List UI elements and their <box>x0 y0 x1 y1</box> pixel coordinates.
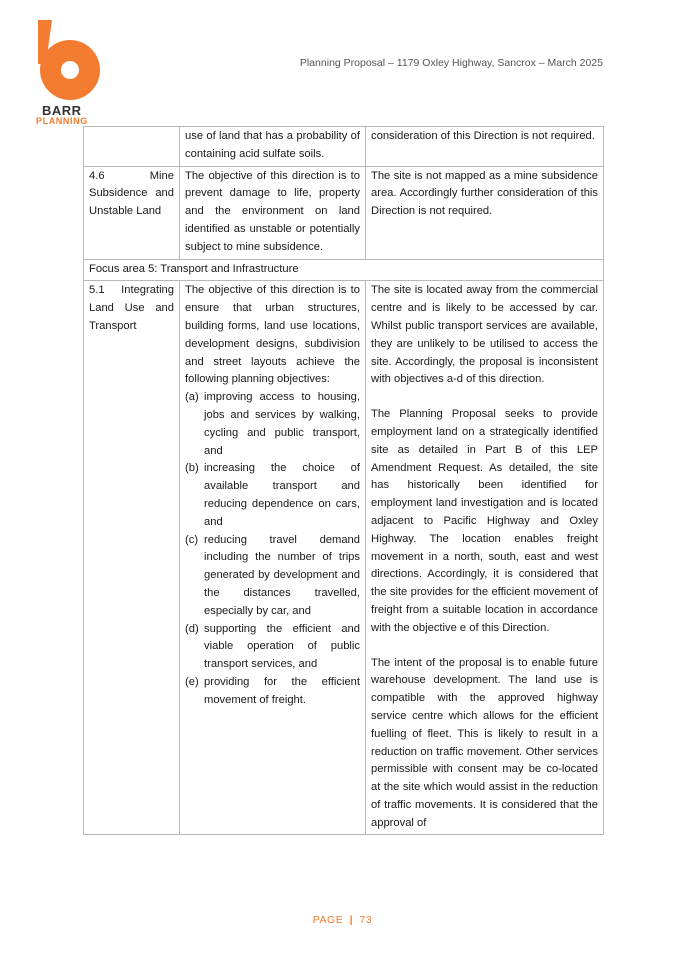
page-footer <box>0 914 685 926</box>
list-item <box>185 674 360 710</box>
page-separator: | <box>349 914 354 926</box>
direction-name-cell: 5.1 Integrating Land Use and Transport <box>84 281 180 835</box>
list-marker: (e) <box>185 675 199 688</box>
list-marker: (c) <box>185 533 199 546</box>
list-marker: (b) <box>185 462 199 475</box>
list-item-text: increasing the choice of available transport and reducing dependence on cars, and <box>204 462 360 528</box>
page-label: PAGE <box>312 914 344 926</box>
table-row <box>84 166 604 259</box>
response-cell <box>366 281 604 835</box>
focus-area-row <box>84 259 604 281</box>
objective-cell <box>180 281 366 835</box>
barr-planning-logo <box>30 20 110 130</box>
objective-cell: The objective of this direction is to prevent damage to life, property and the environment on land identified as unstable or potentially subject to mine subsidence. <box>180 166 366 259</box>
list-item-text: providing for the efficient movement of freight. <box>204 675 360 706</box>
list-item <box>185 532 360 621</box>
table-row <box>84 127 604 167</box>
response-cell: The site is not mapped as a mine subsidence area. Accordingly further consideration of this Direction is not required. <box>366 166 604 259</box>
response-paragraph: The site is located away from the commercial centre and is likely to be accessed by car. Whilst public transport services are available, they are unlikely to be utilised to access the site. Accordingly, the proposal is inconsistent with objectives a-d of this direction. <box>371 284 598 386</box>
objective-intro: The objective of this direction is to ensure that urban structures, building forms, land use locations, development designs, subdivision and street layouts achieve the following planning objectives: <box>185 284 360 386</box>
objective-cell: use of land that has a probability of containing acid sulfate soils. <box>180 127 366 167</box>
page-number: 73 <box>359 914 373 926</box>
response-paragraph: The Planning Proposal seeks to provide employment land on a strategically identified site as detailed in Part B of this LEP Amendment Request. As detailed, the site has historically been identified for employment land investigation and is located adjacent to Pacific Highway and Oxley Highway. The location enables freight movement in a north, south, east and west directions. Accordingly, it is considered that the site provides for the efficient movement of freight from a suitable location in accordance with the objective e of this Direction. <box>371 408 598 634</box>
list-item <box>185 621 360 674</box>
direction-name-cell: 4.6 Mine Subsidence and Unstable Land <box>84 166 180 259</box>
response-paragraph: The intent of the proposal is to enable future warehouse development. The land use is compatible with the approved highway service centre which allows for the efficient fuelling of fleet. This is likely to result in a reduction on traffic movement. Other services permissible with consent may be co-located at the site which would assist in the reduction of traffic movements. It is considered that the approval of <box>371 656 598 829</box>
list-item-text: supporting the efficient and viable operation of public transport services, and <box>204 622 360 671</box>
barr-logo-icon <box>38 20 102 102</box>
list-marker: (d) <box>185 622 199 635</box>
focus-area-heading: Focus area 5: Transport and Infrastructure <box>84 259 604 281</box>
document-header-title: Planning Proposal – 1179 Oxley Highway, Sancrox – March 2025 <box>299 57 603 69</box>
objective-list <box>185 389 360 709</box>
response-cell: consideration of this Direction is not required. <box>366 127 604 167</box>
list-item-text: improving access to housing, jobs and services by walking, cycling and public transport, and <box>204 391 360 457</box>
direction-name-cell <box>84 127 180 167</box>
table-row <box>84 281 604 835</box>
list-item-text: reducing travel demand including the number of trips generated by development and the distances travelled, especially by car, and <box>204 533 360 617</box>
logo-tagline: PLANNING <box>36 116 88 126</box>
list-item <box>185 460 360 531</box>
list-marker: (a) <box>185 391 199 404</box>
list-item <box>185 389 360 460</box>
ministerial-directions-table <box>83 126 604 835</box>
logo-brand-name: BARR <box>42 103 82 118</box>
